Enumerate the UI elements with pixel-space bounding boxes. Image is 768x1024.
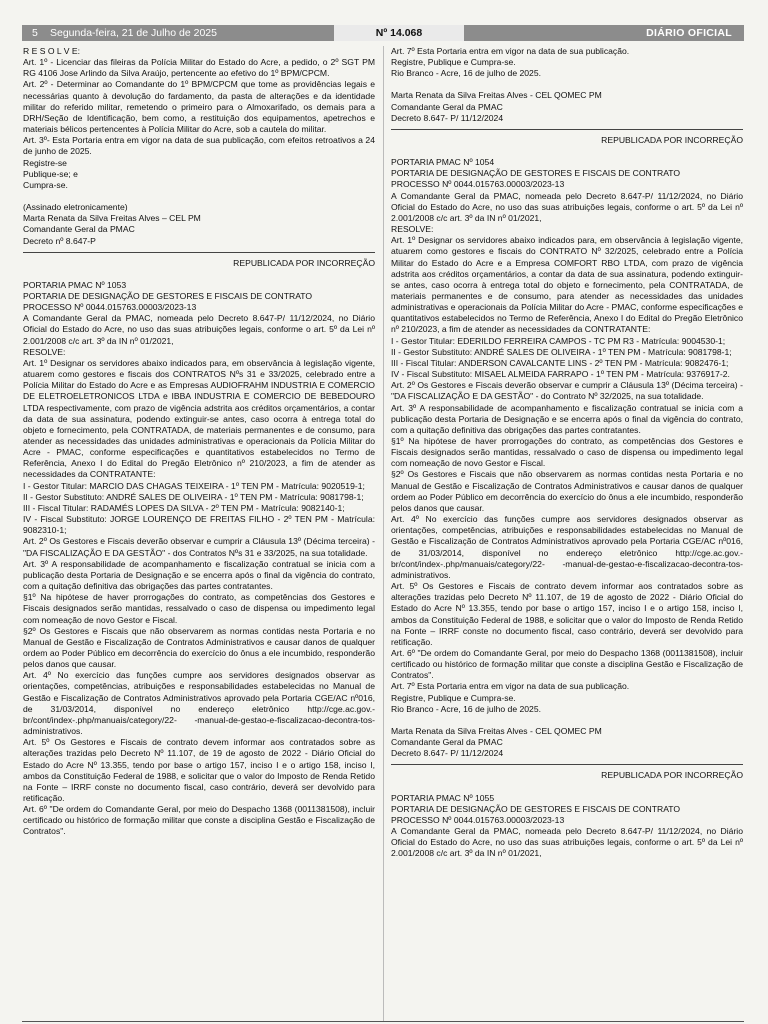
- paragraph: Registre, Publique e Cumpra-se.: [391, 692, 516, 703]
- spacer: [23, 269, 375, 280]
- paragraph: Decreto 8.647- P/ 11/12/2024: [391, 748, 504, 759]
- paragraph: Rio Branco - Acre, 16 de julho de 2025.: [391, 68, 542, 79]
- paragraph: PORTARIA DE DESIGNAÇÃO DE GESTORES E FISCAIS DE CONTRATO: [23, 290, 313, 301]
- publication-title: DIÁRIO OFICIAL: [646, 27, 732, 39]
- paragraph: II - Gestor Substituto: ANDRÉ SALES DE OLIVEIRA - 1º TEN PM - Matrícula: 9081798-1;: [391, 346, 732, 357]
- paragraph: Registre, Publique e Cumpra-se.: [391, 57, 516, 68]
- paragraph: R E S O L V E:: [23, 46, 80, 56]
- paragraph: Art. 7º Esta Portaria entra em vigor na data de sua publicação.: [391, 681, 630, 692]
- page-number: 5: [32, 27, 38, 39]
- paragraph: Decreto 8.647- P/ 11/12/2024: [391, 112, 504, 123]
- paragraph: (Assinado eletronicamente): [23, 202, 128, 213]
- paragraph: RESOLVE:: [23, 346, 66, 357]
- issue-date: Segunda-feira, 21 de Julho de 2025: [50, 27, 217, 39]
- paragraph: Marta Renata da Silva Freitas Alves - CEL QOMEC PM: [391, 90, 602, 101]
- paragraph: Art. 3º- Esta Portaria entra em vigor na data de sua publicação, com efeitos retroativos a 24 de junho de 2025.: [23, 135, 375, 157]
- paragraph: Art. 1º Designar os servidores abaixo indicados para, em observância à legislação vigente, atuarem como gestores e fiscais do CONTRATO Nº 32/2025, celebrado entre a Polícia Militar do Estado do Acre e a Empresa COMFORT RBO LTDA, com prazo de vigência adstrita aos créditos orçamentários, a contar da data de sua assinatura, podendo extinguir-se antes, caso ocorra à entrega total do objeto e fornecimento, pela CONTRATADA, de materiais permanentes e de consumo, para atender as necessidades das unidades administrativas e operacionais da Polícia Militar do Acre - PMAC, conforme especificações e quantitativos estabelecidos no Termo de Referência, Anexo I do Edital do Pregão Eletrônico nº 210/2023, a fim de atender as necessidades da CONTRATANTE:: [391, 235, 743, 335]
- paragraph: PORTARIA PMAC Nº 1054: [391, 157, 495, 168]
- paragraph: Art. 7º Esta Portaria entra em vigor na data de sua publicação.: [391, 46, 630, 56]
- paragraph: Art. 5º Os Gestores e Fiscais de contrato devem informar aos contratados sobre as alterações trazidas pelo Decreto Nº 11.107, de 19 de agosto de 2022 - Diário Oficial do Estado do Acre Nº 13.355, tendo por base o artigo 157, inciso I e o artigo 158, inciso I, ambos da Constituição Federal de 1988, e solicitar que o valor do Imposto de Renda Retido na Fonte – IRRF conste no documento fiscal, caso contrário, deverá ser devolvido para retificação.: [23, 737, 375, 803]
- paragraph: Art. 3º A responsabilidade de acompanhamento e fiscalização contratual se inicia com a publicação desta Portaria de Designação e se encerra após o final da vigência do contrato, com a quitação definitiva das obrigações das partes contratantes.: [391, 402, 743, 435]
- paragraph: Art. 3º A responsabilidade de acompanhamento e fiscalização contratual se inicia com a publicação desta Portaria de Designação e se encerra após o final da vigência do contrato, com a quitação definitiva das obrigações das partes contratantes.: [23, 558, 375, 592]
- column-divider: [383, 46, 384, 1021]
- paragraph: A Comandante Geral da PMAC, nomeada pelo Decreto 8.647-P/ 11/12/2024, no Diário Oficial do Estado do Acre, no uso das suas atribuições legais, conforme o art. 5º da Lei nº 2.001/2008 c/c art. 3º da IN nº 01/2021,: [391, 190, 743, 223]
- paragraph: PORTARIA PMAC Nº 1055: [391, 792, 495, 803]
- paragraph: PORTARIA PMAC Nº 1053: [23, 279, 127, 290]
- paragraph: III - Fiscal Titular: RADAMÉS LOPES DA SILVA - 2º TEN PM - Matrícula: 9082140-1;: [23, 502, 345, 513]
- paragraph: PROCESSO Nº 0044.015763.00003/2023-13: [23, 302, 197, 313]
- paragraph: Art. 2º - Determinar ao Comandante do 1º BPM/CPCM que tome as providências legais e necessárias quanto à devolução do fardamento, da pasta de alterações e da identidade militar do referido militar, remetendo o primeiro para o Almoxarifado, os demais para a DRH/Seção de Identificação, bem como, a restituição dos equipamentos, apetrechos e materiais bélicos pertencentes à Polícia Militar do Acre, sob a cautela do militar.: [23, 79, 375, 135]
- paragraph: Comandante Geral da PMAC: [391, 101, 503, 112]
- paragraph: Marta Renata da Silva Freitas Alves - CEL QOMEC PM: [391, 725, 602, 736]
- paragraph: Cumpra-se.: [23, 179, 68, 190]
- right-column: [391, 46, 743, 1021]
- paragraph: A Comandante Geral da PMAC, nomeada pelo Decreto 8.647-P/ 11/12/2024, no Diário Oficial do Estado do Acre, no uso das suas atribuições legais, conforme o art. 5º da Lei nº 2.001/2008 c/c art. 3º da IN nº 01/2021,: [391, 826, 743, 859]
- left-column: [23, 46, 375, 1021]
- paragraph: Decreto nº 8.647-P: [23, 235, 96, 246]
- paragraph: Marta Renata da Silva Freitas Alves – CEL PM: [23, 213, 201, 224]
- paragraph: IV - Fiscal Substituto: MISAEL ALMEIDA FARRAPO - 1º TEN PM - Matrícula: 9376917-2.: [391, 369, 730, 380]
- paragraph: Art. 6º "De ordem do Comandante Geral, por meio do Despacho 1368 (0011381508), incluir certificado ou histórico de formação militar que conste a disciplina Gestão e Fiscalização de Contratos".: [391, 647, 743, 681]
- paragraph: RESOLVE:: [391, 224, 434, 235]
- spacer: [391, 782, 743, 793]
- paragraph: Comandante Geral da PMAC: [23, 224, 135, 235]
- paragraph: I - Gestor Titular: EDERILDO FERREIRA CAMPOS - TC PM R3 - Matrícula: 9004530-1;: [391, 335, 726, 346]
- paragraph: §1º Na hipótese de haver prorrogações do contrato, as competências dos Gestores e Fiscais designados serão mantidas, ressalvado o caso de dispensa ou impedimento legal com nomeação de novo Gestor e Fiscal.: [391, 436, 743, 469]
- paragraph: Art. 6º "De ordem do Comandante Geral, por meio do Despacho 1368 (0011381508), incluir certificado ou histórico de formação militar que conste a disciplina Gestão e Fiscalização de Contratos".: [23, 804, 375, 837]
- paragraph: Art. 1º - Licenciar das fileiras da Polícia Militar do Estado do Acre, a pedido, o 2º SGT PM RG 4106 Jose Arlindo da Silva Araújo, pertencente ao efetivo do 1º BPM/CPCM.: [23, 57, 375, 79]
- paragraph: Art. 5º Os Gestores e Fiscais de contrato devem informar aos contratados sobre as alterações trazidas pelo Decreto Nº 11.107, de 19 de agosto de 2022 - Diário Oficial do Estado do Acre Nº 13.355, tendo por base o artigo 157, inciso I e o artigo 158, inciso I, ambos da Constituição Federal de 1988, e solicitar que o valor do Imposto de Renda Retido na Fonte – IRRF conste no documento fiscal, caso contrário, deverá ser devolvido para retificação.: [391, 581, 743, 647]
- paragraph: II - Gestor Substituto: ANDRÉ SALES DE OLIVEIRA - 1º TEN PM - Matrícula: 9081798-1;: [23, 491, 364, 502]
- spacer: [391, 715, 743, 726]
- paragraph: §2º Os Gestores e Fiscais que não observarem as normas contidas nesta Portaria e no Manual de Gestão e Fiscalização de Contratos Administrativos e causar danos de qualquer ordem ao Poder Público em decorrência do exercício do ônus a ele incumbido, responderão pelos danos que causar.: [23, 625, 375, 670]
- paragraph: Comandante Geral da PMAC: [391, 737, 503, 748]
- paragraph: Registre-se: [23, 157, 67, 168]
- republished-notice: REPUBLICADA POR INCORREÇÃO: [391, 129, 743, 146]
- paragraph: Art. 2º Os Gestores e Fiscais deverão observar e cumprir a Cláusula 13º (Décima terceira) - "DA FISCALIZAÇÃO E DA GESTÃO" - do Contrato Nº 32/2025, na sua totalidade.: [391, 380, 743, 402]
- bottom-rule: [22, 1021, 744, 1022]
- paragraph: IV - Fiscal Substituto: JORGE LOURENÇO DE FREITAS FILHO - 2º TEN PM - Matrícula: 9082310-1;: [23, 514, 375, 536]
- edition-number: Nº 14.068: [334, 25, 464, 41]
- paragraph: I - Gestor Titular: MARCIO DAS CHAGAS TEIXEIRA - 1º TEN PM - Matrícula: 9020519-1;: [23, 480, 365, 491]
- paragraph: Art. 4º No exercício das funções cumpre aos servidores designados observar as orientações, competências, atribuições e responsabilidades estabelecidas no Manual de Gestão e Fiscalização de Contratos Administrativos aprovado pela Portaria CGE/AC nº016, de 31/03/2014, disponível no endereço eletrônico http://cge.ac.gov.-br/cont/index-.php/manuais/category/22- -manual-de-gestao-e-fiscalizacao-decontra-tos-administrativos.: [23, 670, 375, 737]
- paragraph: PROCESSO Nº 0044.015763.00003/2023-13: [391, 179, 565, 190]
- paragraph: §1º Na hipótese de haver prorrogações do contrato, as competências dos Gestores e Fiscais designados serão mantidas, ressalvado o caso de dispensa ou impedimento legal com nomeação de novo Gestor e Fiscal.: [23, 592, 375, 625]
- paragraph: A Comandante Geral da PMAC, nomeada pelo Decreto 8.647-P/ 11/12/2024, no Diário Oficial do Estado do Acre, no uso das suas atribuições legais, conforme o art. 5º da Lei nº 2.001/2008 c/c art. 3º da IN nº 01/2021,: [23, 313, 375, 346]
- paragraph: Art. 4º No exercício das funções cumpre aos servidores designados observar as orientações, competências, atribuições e responsabilidades estabelecidas no Manual de Gestão e Fiscalização de Contratos Administrativos aprovado pela Portaria CGE/AC nº016, de 31/03/2014, disponível no endereço eletrônico http://cge.ac.gov.-br/cont/index-.php/manuais/category/22- -manual-de-gestao-e-fiscalizacao-decontra-tos-administrativos.: [391, 514, 743, 580]
- spacer: [23, 191, 375, 202]
- republished-notice: REPUBLICADA POR INCORREÇÃO: [23, 252, 375, 269]
- spacer: [391, 146, 743, 157]
- republished-notice: REPUBLICADA POR INCORREÇÃO: [391, 764, 743, 781]
- paragraph: Publique-se; e: [23, 168, 78, 179]
- paragraph: PROCESSO Nº 0044.015763.00003/2023-13: [391, 814, 565, 825]
- paragraph: PORTARIA DE DESIGNAÇÃO DE GESTORES E FISCAIS DE CONTRATO: [391, 803, 681, 814]
- paragraph: Rio Branco - Acre, 16 de julho de 2025.: [391, 703, 542, 714]
- paragraph: PORTARIA DE DESIGNAÇÃO DE GESTORES E FISCAIS DE CONTRATO: [391, 168, 681, 179]
- spacer: [391, 79, 743, 90]
- paragraph: Art. 1º Designar os servidores abaixo indicados para, em observância à legislação vigente, atuarem como gestores e fiscais dos CONTRATOS Nºs 31 e 33/2025, celebrado entre a Polícia Militar do Estado do Acre e as Empresas AUDIOFRAHM INDUSTRIA E COMERCIO DE ELETROELETRONICOS LTDA e IBBA INDUSTRIA E COMERCIO DE BEBEDOURO LTDA respectivamente, com prazo de vigência adstrita aos créditos orçamentários, a contar da data de sua assinatura, podendo extinguir-se antes, caso ocorra à entrega total do objeto e fornecimento, pela CONTRATADA, de materiais permanentes e de consumo, para atender as necessidades das unidades administrativas e operacionais da Polícia Militar do Acre - PMAC, conforme especificações e quantitativos estabelecidos no Termo de Referência, Anexo I do Edital do Pregão Eletrônico nº 210/2023, a fim de atender as necessidades da CONTRATANTE:: [23, 357, 375, 480]
- page-header: [22, 25, 744, 41]
- paragraph: Art. 2º Os Gestores e Fiscais deverão observar e cumprir a Cláusula 13º (Décima terceira) - "DA FISCALIZAÇÃO E DA GESTÃO" - dos Contratos Nºs 31 e 33/2025, na sua totalidade.: [23, 536, 375, 558]
- paragraph: III - Fiscal Titular: ANDERSON CAVALCANTE LINS - 2º TEN PM - Matrícula: 9082476-1;: [391, 357, 729, 368]
- paragraph: §2º Os Gestores e Fiscais que não observarem as normas contidas nesta Portaria e no Manual de Gestão e Fiscalização de Contratos Administrativos e causar danos de qualquer ordem ao Poder Público em decorrência do exercício do ônus a ele incumbido, responderão pelos danos que causar.: [391, 469, 743, 513]
